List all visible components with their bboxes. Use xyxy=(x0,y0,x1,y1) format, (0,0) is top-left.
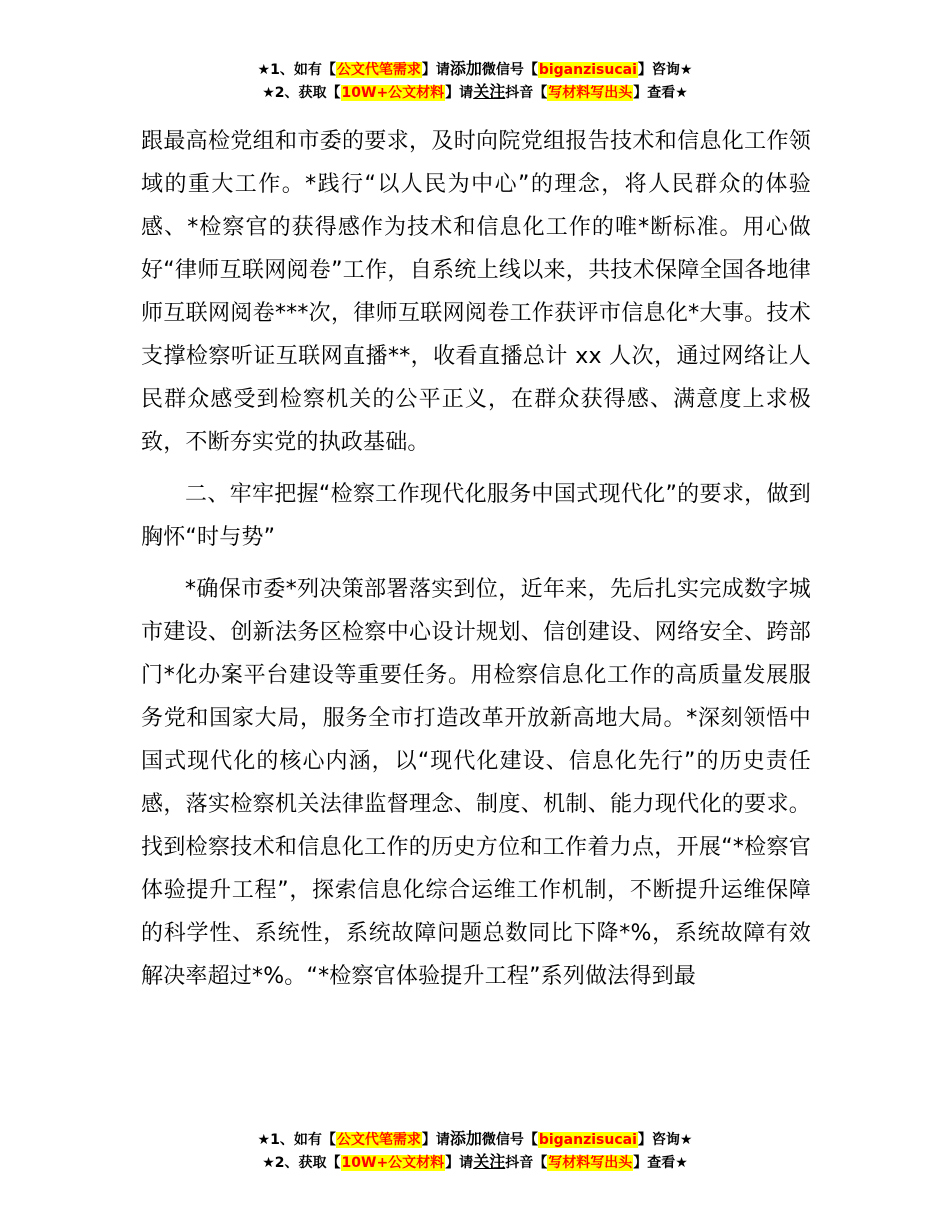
banner-text: 】咨询★ xyxy=(637,62,693,78)
banner-emphasis: 添加 xyxy=(449,1129,482,1148)
banner-text: 】查看★ xyxy=(633,85,688,101)
banner-text: 】咨询★ xyxy=(637,1132,693,1148)
banner-text: 】请 xyxy=(421,1132,450,1148)
header-banner xyxy=(0,58,950,104)
paragraph-1: 跟最高检党组和市委的要求，及时向院党组报告技术和信息化工作领域的重大工作。*践行“以人民为中心”的理念，将人民群众的体验感、*检察官的获得感作为技术和信息化工作的唯*断标准。用心做好“律师互联网阅卷”工作，自系统上线以来，共技术保障全国各地律师互联网阅卷***次，律师互联网阅卷工作获评市信息化*大事。技术支撑检察听证互联网直播**，收看直播总计 xx 人次，通过网络让人民群众感受到检察机关的公平正义，在群众获得感、满意度上求极致，不断夯实党的执政基础。 xyxy=(141,129,811,455)
highlight-materials: 10W+公文材料 xyxy=(341,1155,445,1171)
section-heading: 二、牢牢把握“检察工作现代化服务中国式现代化”的要求，做到胸怀“时与势” xyxy=(141,482,811,550)
highlight-wechat-id: biganzisucai xyxy=(538,62,637,78)
banner-text: 】查看★ xyxy=(633,1155,688,1171)
highlight-service: 公文代笔需求 xyxy=(336,62,421,78)
paragraph-2: *确保市委*列决策部署落实到位，近年来，先后扎实完成数字城市建设、创新法务区检察中心设计规划、信创建设、网络安全、跨部门*化办案平台建设等重要任务。用检察信息化工作的高质量发展服务党和国家大局，服务全市打造改革开放新高地大局。*深刻领悟中国式现代化的核心内涵，以“现代化建设、信息化先行”的历史责任感，落实检察机关法律监督理念、制度、机制、能力现代化的要求。找到检察技术和信息化工作的历史方位和工作着力点，开展“*检察官体验提升工程”，探索信息化综合运维工作机制，不断提升运维保障的科学性、系统性，系统故障问题总数同比下降*%，系统故障有效解决率超过*%。“*检察官体验提升工程”系列做法得到最 xyxy=(141,577,811,989)
banner-line-1 xyxy=(0,1128,950,1151)
banner-text: ★1、如有【 xyxy=(257,62,336,78)
banner-text: 】请 xyxy=(445,85,474,101)
highlight-materials: 10W+公文材料 xyxy=(341,85,445,101)
banner-text: 微信号【 xyxy=(481,62,538,78)
banner-emphasis: 关注 xyxy=(473,82,506,101)
banner-text: ★1、如有【 xyxy=(257,1132,336,1148)
highlight-douyin-account: 写材料写出头 xyxy=(548,85,633,101)
banner-line-1 xyxy=(0,58,950,81)
banner-text: 抖音【 xyxy=(505,85,548,101)
banner-line-2 xyxy=(0,81,950,104)
banner-text: 】请 xyxy=(421,62,450,78)
banner-line-2 xyxy=(0,1151,950,1174)
document-body xyxy=(141,120,811,998)
highlight-wechat-id: biganzisucai xyxy=(538,1132,637,1148)
highlight-douyin-account: 写材料写出头 xyxy=(548,1155,633,1171)
banner-text: 微信号【 xyxy=(481,1132,538,1148)
highlight-service: 公文代笔需求 xyxy=(336,1132,421,1148)
banner-emphasis: 关注 xyxy=(473,1152,506,1171)
banner-text: 】请 xyxy=(445,1155,474,1171)
banner-text: ★2、获取【 xyxy=(262,1155,341,1171)
banner-emphasis: 添加 xyxy=(449,59,482,78)
banner-text: 抖音【 xyxy=(505,1155,548,1171)
banner-text: ★2、获取【 xyxy=(262,85,341,101)
footer-banner xyxy=(0,1128,950,1174)
